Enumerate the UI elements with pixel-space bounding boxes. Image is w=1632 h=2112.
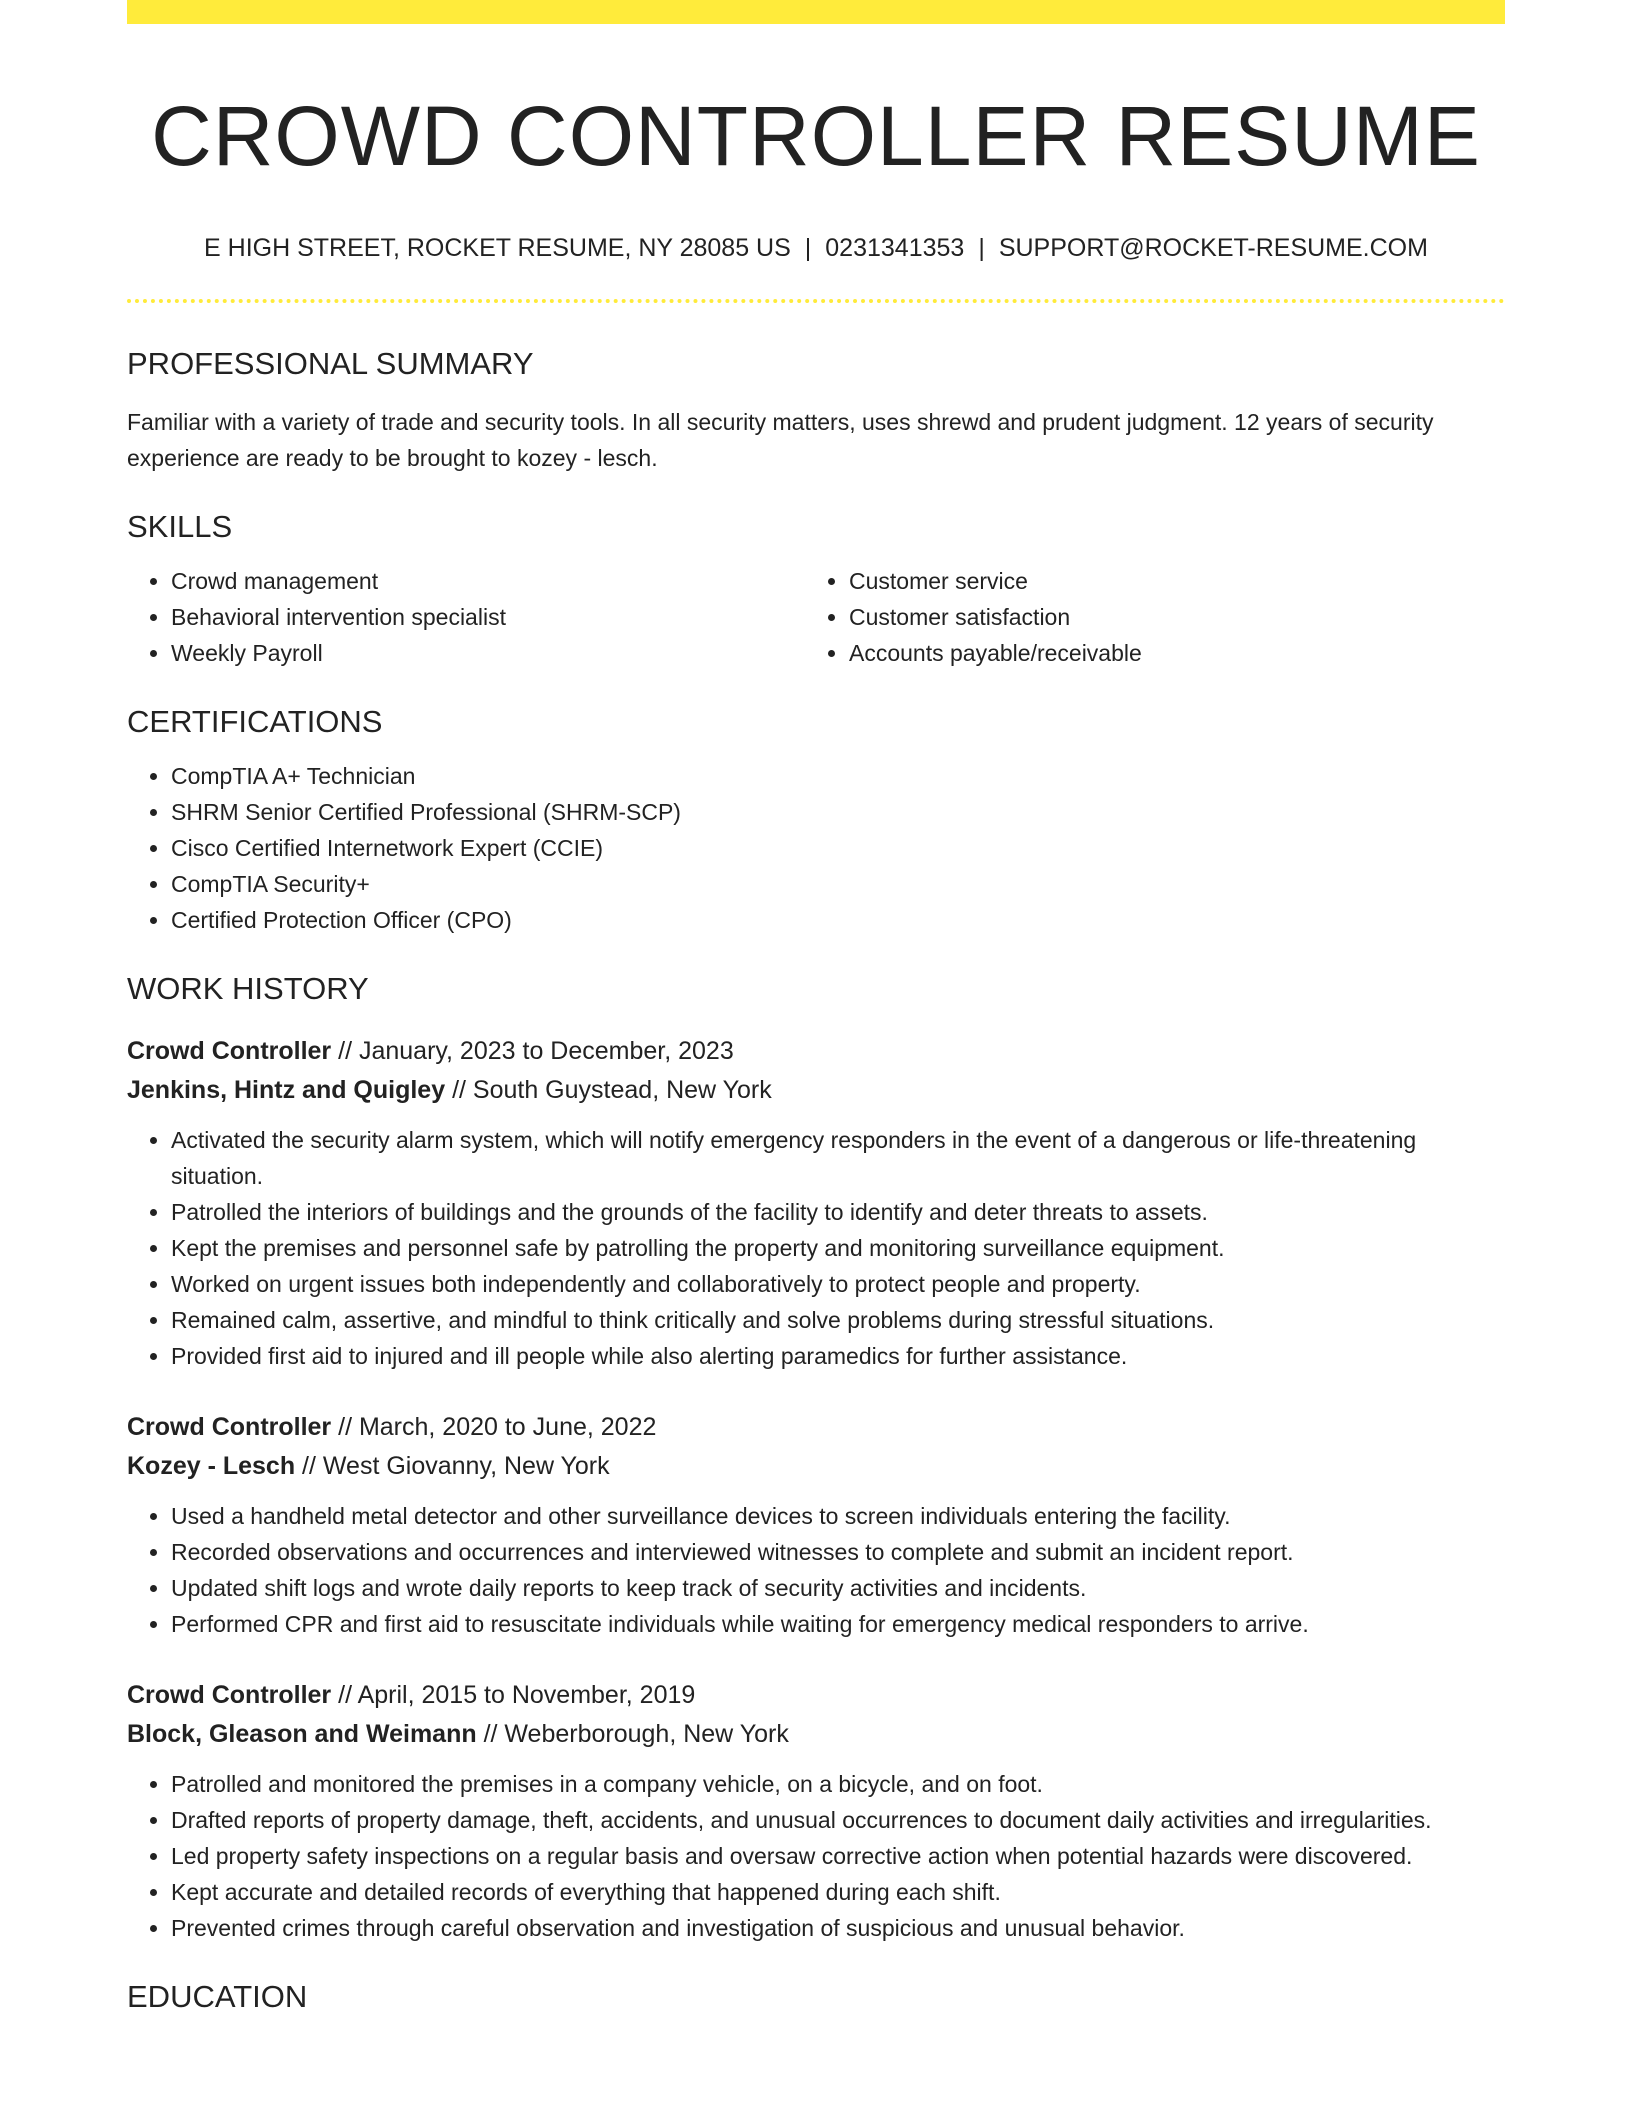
certification-item: • Cisco Certified Internetwork Expert (CCIE)	[171, 830, 1505, 866]
job-duty-item: • Worked on urgent issues both independently and collaboratively to protect people and property.	[171, 1266, 1505, 1302]
job-dates: // March, 2020 to June, 2022	[331, 1412, 657, 1441]
contact-separator: |	[978, 233, 985, 262]
job-duty-item: • Remained calm, assertive, and mindful to think critically and solve problems during stressful situations.	[171, 1302, 1505, 1338]
contact-separator: |	[804, 233, 812, 262]
job-company-line	[127, 1447, 1505, 1486]
certification-item: • CompTIA A+ Technician	[171, 758, 1505, 794]
summary-text: Familiar with a variety of trade and security tools. In all security matters, uses shrewd and prudent judgment. 12 years of security experience are ready to be brought to kozey - lesch.	[127, 408, 1434, 471]
skills-list-right	[805, 563, 1483, 671]
resume-title: CROWD CONTROLLER RESUME	[151, 89, 1481, 183]
job-duty-item: • Updated shift logs and wrote daily reports to keep track of security activities and incidents.	[171, 1570, 1505, 1606]
job-duties-list	[127, 1122, 1505, 1374]
job-duty-item: • Prevented crimes through careful observation and investigation of suspicious and unusual behavior.	[171, 1910, 1505, 1946]
accent-top-bar	[127, 0, 1505, 24]
job-duties-list	[127, 1498, 1505, 1642]
skill-item: • Crowd management	[171, 563, 805, 599]
job-role-line	[127, 1408, 1505, 1447]
certification-item: • CompTIA Security+	[171, 866, 1505, 902]
job-duty-item: • Recorded observations and occurrences and interviewed witnesses to complete and submit an incident report.	[171, 1534, 1505, 1570]
contact-line	[127, 233, 1505, 263]
job-duty-item: • Drafted reports of property damage, theft, accidents, and unusual occurrences to document daily activities and irregularities.	[171, 1802, 1505, 1838]
section-title-education: EDUCATION	[127, 1978, 308, 2014]
job-duty-item: • Provided first aid to injured and ill people while also alerting paramedics for further assistance.	[171, 1338, 1505, 1374]
section-title-summary: PROFESSIONAL SUMMARY	[127, 345, 534, 381]
job-location: // West Giovanny, New York	[295, 1451, 610, 1480]
section-title-work-history: WORK HISTORY	[127, 971, 369, 1007]
job-duty-item: • Patrolled and monitored the premises in a company vehicle, on a bicycle, and on foot.	[171, 1766, 1505, 1802]
dotted-divider	[127, 299, 1505, 303]
section-title-certifications: CERTIFICATIONS	[127, 704, 383, 740]
job-company-line	[127, 1715, 1505, 1754]
skill-item: • Accounts payable/receivable	[849, 635, 1483, 671]
skill-item: • Behavioral intervention specialist	[171, 599, 805, 635]
contact-phone: 0231341353	[825, 233, 965, 262]
job-duty-item: • Performed CPR and first aid to resuscitate individuals while waiting for emergency medical responders to arrive.	[171, 1606, 1505, 1642]
section-title-skills: SKILLS	[127, 508, 233, 544]
job-role: Crowd Controller	[127, 1036, 332, 1065]
job-entry	[127, 1032, 1505, 1374]
job-duties-list	[127, 1766, 1505, 1946]
resume-page	[127, 0, 1505, 2015]
job-location: // Weberborough, New York	[476, 1719, 789, 1748]
job-role-line	[127, 1676, 1505, 1715]
skill-item: • Customer satisfaction	[849, 599, 1483, 635]
job-duty-item: • Patrolled the interiors of buildings and the grounds of the facility to identify and deter threats to assets.	[171, 1194, 1505, 1230]
skills-list-left	[127, 563, 805, 671]
skill-item: • Customer service	[849, 563, 1483, 599]
job-duty-item: • Kept the premises and personnel safe by patrolling the property and monitoring surveillance equipment.	[171, 1230, 1505, 1266]
job-entry	[127, 1676, 1505, 1946]
job-company: Jenkins, Hintz and Quigley	[127, 1075, 446, 1104]
job-duty-item: • Activated the security alarm system, which will notify emergency responders in the event of a dangerous or life-threatening situation.	[171, 1122, 1505, 1194]
job-role: Crowd Controller	[127, 1680, 332, 1709]
job-dates: // April, 2015 to November, 2019	[331, 1680, 696, 1709]
job-dates: // January, 2023 to December, 2023	[331, 1036, 734, 1065]
certification-item: • Certified Protection Officer (CPO)	[171, 902, 1505, 938]
contact-email: SUPPORT@ROCKET-RESUME.COM	[998, 233, 1428, 262]
skills-grid	[127, 563, 1505, 671]
certifications-list	[127, 758, 1505, 938]
job-role: Crowd Controller	[127, 1412, 332, 1441]
job-role-line	[127, 1032, 1505, 1071]
job-company-line	[127, 1071, 1505, 1110]
job-location: // South Guystead, New York	[445, 1075, 772, 1104]
job-duty-item: • Led property safety inspections on a regular basis and oversaw corrective action when potential hazards were discovered.	[171, 1838, 1505, 1874]
job-company: Kozey - Lesch	[127, 1451, 296, 1480]
job-entry	[127, 1408, 1505, 1642]
job-duty-item: • Kept accurate and detailed records of everything that happened during each shift.	[171, 1874, 1505, 1910]
skill-item: • Weekly Payroll	[171, 635, 805, 671]
job-duty-item: • Used a handheld metal detector and other surveillance devices to screen individuals entering the facility.	[171, 1498, 1505, 1534]
contact-address: E HIGH STREET, ROCKET RESUME, NY 28085 US	[204, 233, 791, 262]
certification-item: • SHRM Senior Certified Professional (SHRM-SCP)	[171, 794, 1505, 830]
job-company: Block, Gleason and Weimann	[127, 1719, 477, 1748]
